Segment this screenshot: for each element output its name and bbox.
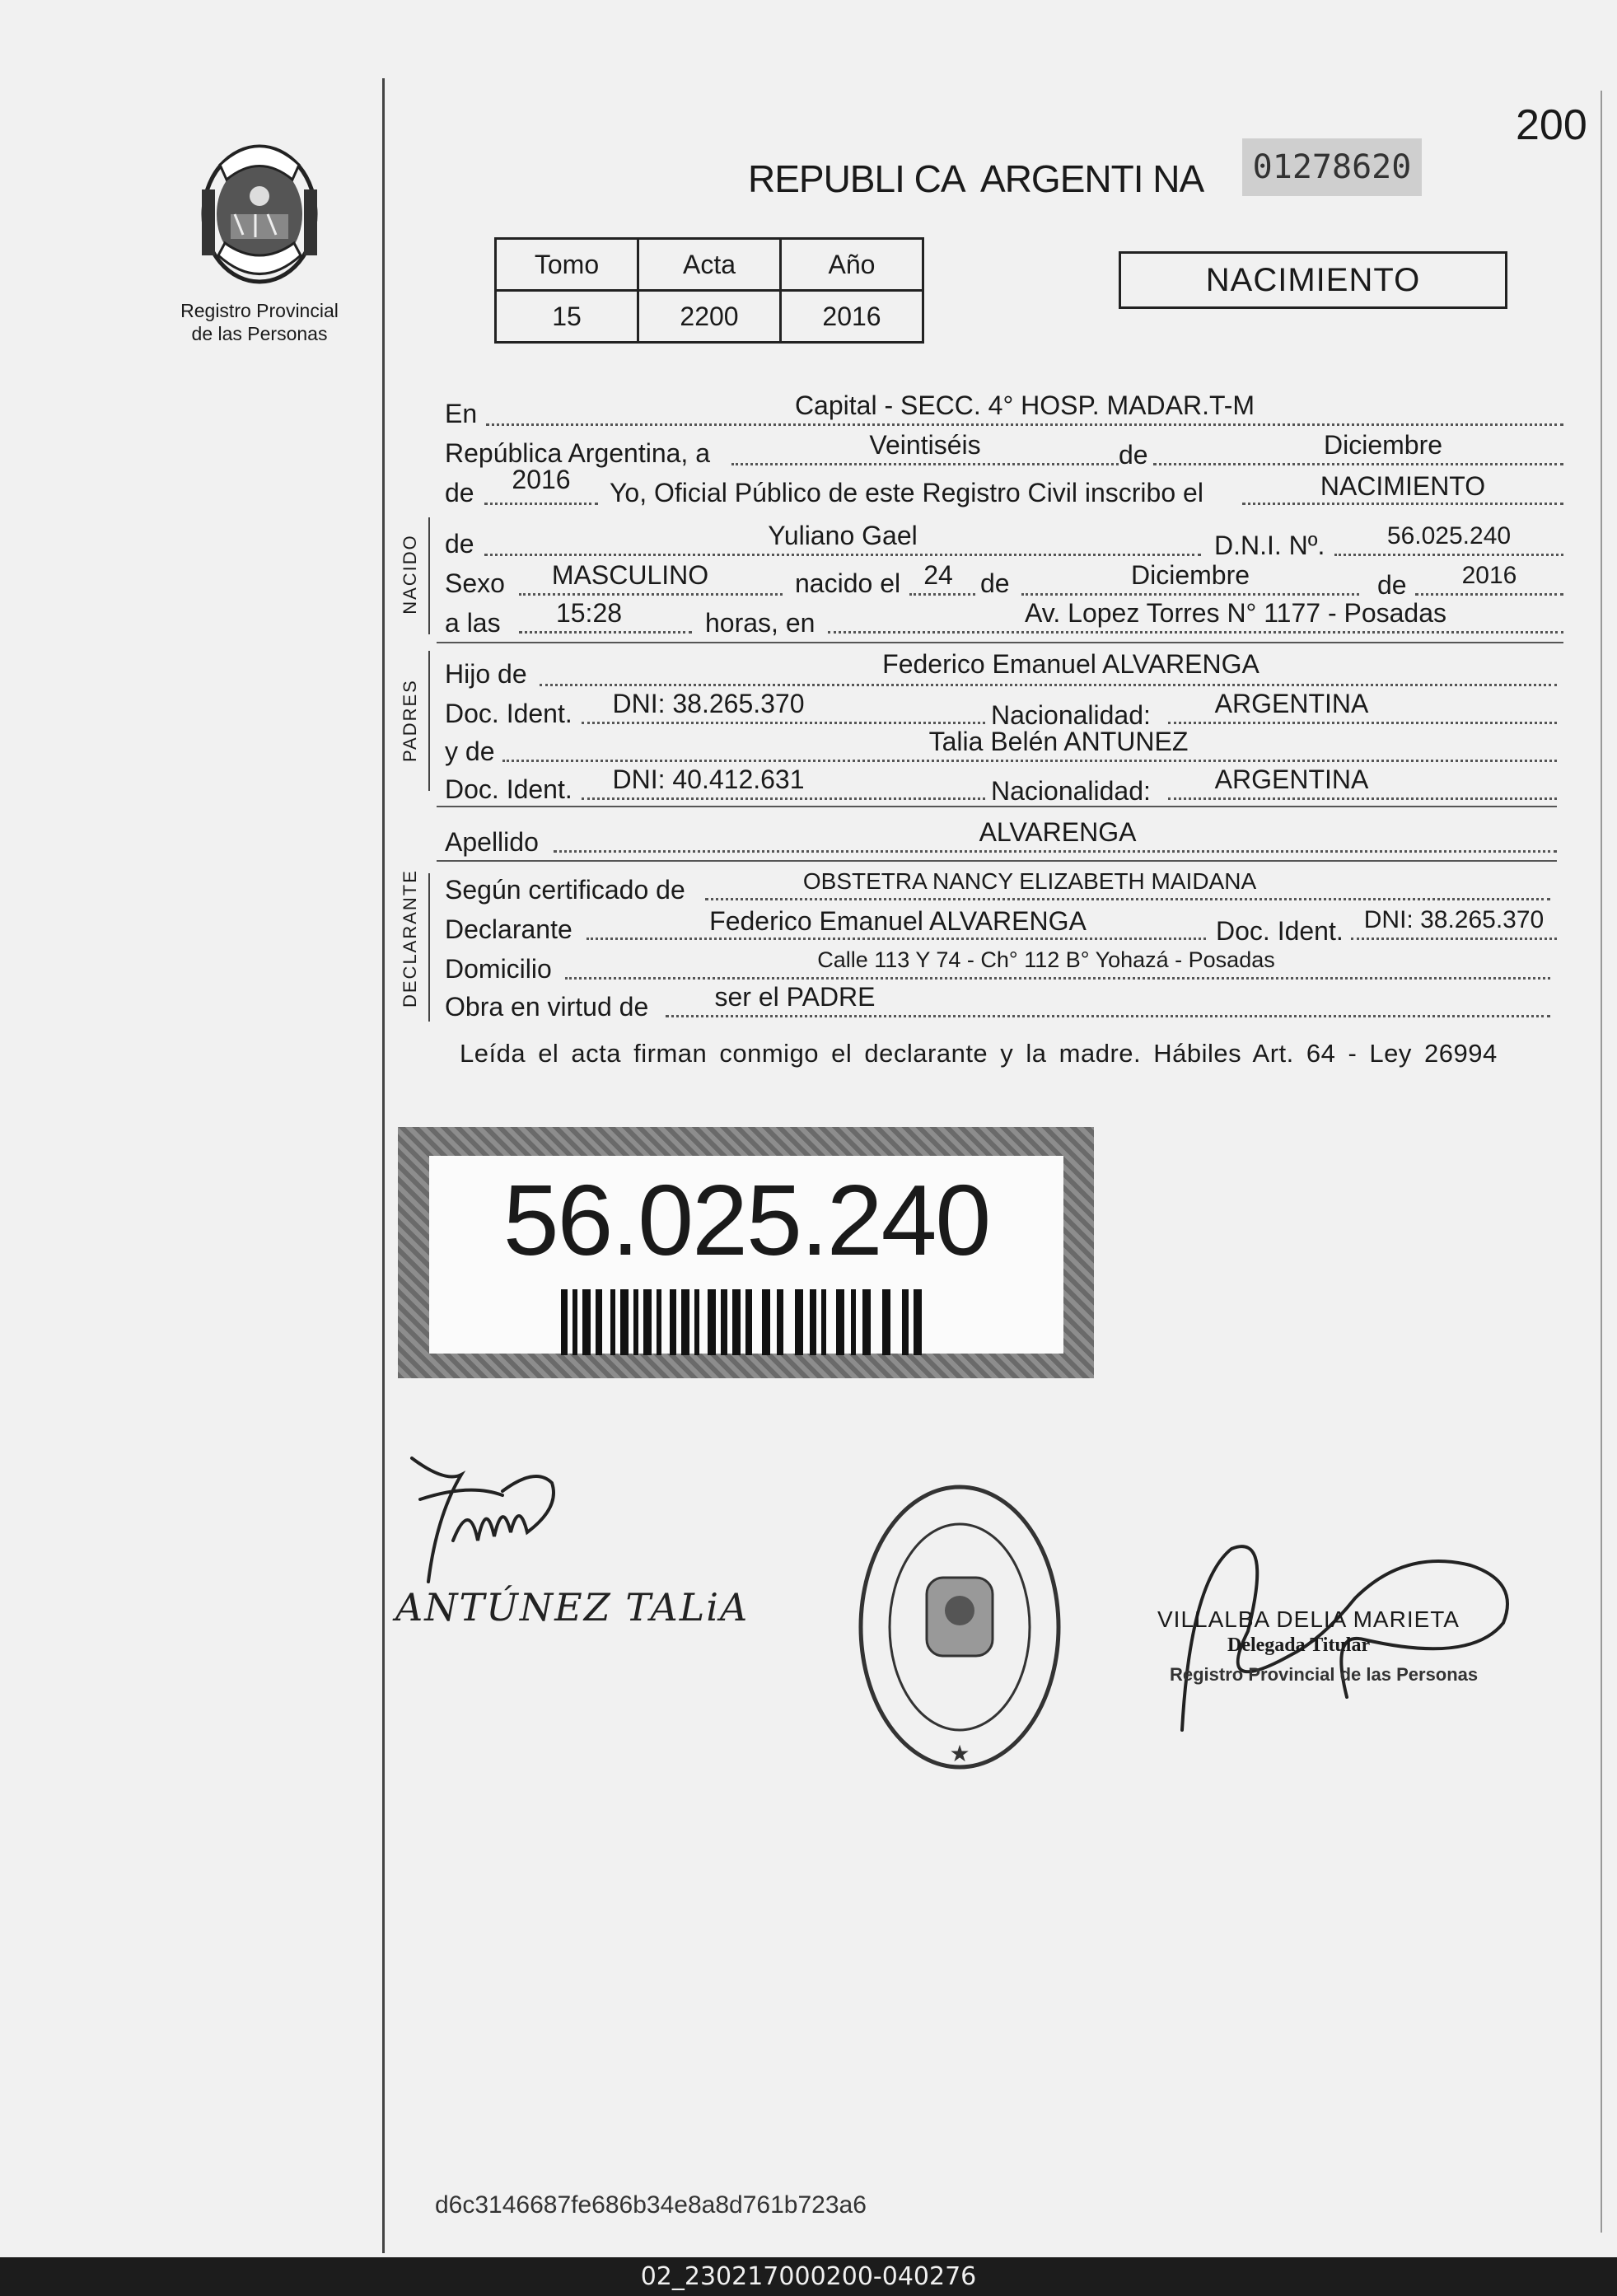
declarante-value: Federico Emanuel ALVARENGA xyxy=(709,906,1087,936)
coat-of-arms-icon xyxy=(185,132,334,297)
footer-file-id: 02_230217000200-040276 xyxy=(0,2257,1617,2296)
madre-doc-value: DNI: 40.412.631 xyxy=(612,765,805,794)
declarante-section-label: DECLARANTE xyxy=(400,869,420,1008)
year-dots xyxy=(484,503,598,505)
name-value: Yuliano Gael xyxy=(768,521,918,550)
madre-signature-text: ANTÚNEZ TALiA xyxy=(395,1585,750,1630)
oficial-text: Yo, Oficial Público de este Registro Civil inscribo el xyxy=(610,478,1203,507)
dni-value: 56.025.240 xyxy=(1386,522,1512,549)
barcode-icon xyxy=(561,1289,932,1355)
padre-nac-label: Nacionalidad: xyxy=(991,700,1151,730)
table-header-acta: Acta xyxy=(638,239,781,291)
day-value: Veintiséis xyxy=(869,430,981,460)
sexo-dots xyxy=(519,593,783,596)
padre-nac-value: ARGENTINA xyxy=(1214,689,1369,718)
lugar-value: Av. Lopez Torres N° 1177 - Posadas xyxy=(1024,598,1447,628)
inscribo-dots xyxy=(1242,503,1563,505)
nac-de-label-2: de xyxy=(980,568,1010,598)
madre-value: Talia Belén ANTUNEZ xyxy=(928,727,1189,756)
en-value: Capital - SECC. 4° HOSP. MADAR.T-M xyxy=(794,390,1255,420)
dni-label: D.N.I. Nº. xyxy=(1214,531,1325,560)
lugar-dots xyxy=(828,631,1563,634)
padres-bracket xyxy=(428,651,430,791)
hijo-de-label: Hijo de xyxy=(445,659,527,689)
table-value-ano: 2016 xyxy=(781,291,923,343)
decl-doc-dots xyxy=(1351,938,1557,940)
apellido-value: ALVARENGA xyxy=(979,817,1137,847)
obra-label: Obra en virtud de xyxy=(445,992,649,1022)
day-dots xyxy=(731,463,1119,465)
declarante-dots xyxy=(587,938,1206,940)
certificado-value: OBSTETRA NANCY ELIZABETH MAIDANA xyxy=(802,868,1257,894)
official-name: VILLALBA DELIA MARIETA xyxy=(1157,1606,1460,1632)
month-value: Diciembre xyxy=(1323,430,1443,460)
domicilio-label: Domicilio xyxy=(445,954,552,984)
logo-caption-line1: Registro Provincial xyxy=(180,300,339,321)
declarante-label: Declarante xyxy=(445,914,572,944)
nac-day-value: 24 xyxy=(923,560,953,590)
madre-nac-label: Nacionalidad: xyxy=(991,776,1151,806)
padre-value: Federico Emanuel ALVARENGA xyxy=(882,649,1259,679)
republica-label: República Argentina, a xyxy=(445,438,710,468)
dni-dots xyxy=(1334,554,1563,556)
year-label: de xyxy=(445,478,474,507)
sexo-label: Sexo xyxy=(445,568,505,598)
nac-de-label-3: de xyxy=(1377,570,1407,600)
declarante-bracket xyxy=(428,873,430,1022)
domicilio-value: Calle 113 Y 74 - Ch° 112 B° Yohazá - Posadas xyxy=(817,947,1275,972)
nac-year-value: 2016 xyxy=(1461,562,1517,589)
madre-nac-value: ARGENTINA xyxy=(1214,765,1369,794)
certificado-dots xyxy=(705,898,1550,900)
table-header-ano: Año xyxy=(781,239,923,291)
y-de-label: y de xyxy=(445,736,495,766)
en-label: En xyxy=(445,399,478,428)
left-margin-line xyxy=(382,78,385,2253)
padre-nac-dots xyxy=(1168,722,1557,724)
logo-caption-line2: de las Personas xyxy=(191,323,328,344)
padre-doc-label: Doc. Ident. xyxy=(445,699,572,728)
padre-doc-dots xyxy=(582,722,985,724)
padres-divider xyxy=(437,806,1557,807)
madre-nac-dots xyxy=(1168,797,1557,800)
hora-dots xyxy=(519,631,692,634)
registry-stamp-icon xyxy=(848,1475,1071,1779)
nac-year-dots xyxy=(1415,593,1563,596)
nac-month-value: Diciembre xyxy=(1130,560,1250,590)
decl-doc-value: DNI: 38.265.370 xyxy=(1363,906,1545,933)
nacido-bracket xyxy=(428,517,430,634)
page-number: 200 xyxy=(1516,101,1587,149)
table-value-tomo: 15 xyxy=(496,291,638,343)
madre-dots xyxy=(502,760,1557,762)
madre-doc-dots xyxy=(582,797,985,800)
padre-dots xyxy=(540,684,1557,686)
dni-barcode-card xyxy=(398,1127,1094,1378)
padre-doc-value: DNI: 38.265.370 xyxy=(612,689,805,718)
svg-text:★: ★ xyxy=(949,1740,970,1767)
serial-number: 01278620 xyxy=(1242,138,1422,196)
inscribo-value: NACIMIENTO xyxy=(1320,471,1486,501)
nac-month-dots xyxy=(1021,593,1359,596)
padre-signature-icon xyxy=(395,1450,577,1590)
decl-doc-label: Doc. Ident. xyxy=(1216,916,1344,946)
registry-table xyxy=(494,237,924,344)
name-dots xyxy=(484,554,1201,556)
sexo-value: MASCULINO xyxy=(551,560,709,590)
en-dots xyxy=(486,423,1563,426)
apellido-label: Apellido xyxy=(445,827,539,857)
record-type-box: NACIMIENTO xyxy=(1119,251,1507,309)
obra-dots xyxy=(666,1015,1550,1017)
document-hash: d6c3146687fe686b34e8a8d761b723a6 xyxy=(435,2191,867,2219)
nacido-de-label: de xyxy=(445,529,474,559)
nac-day-dots xyxy=(909,593,975,596)
month-dots xyxy=(1153,463,1563,465)
year-value: 2016 xyxy=(512,465,571,494)
nacido-el-label: nacido el xyxy=(795,568,901,598)
barcode-panel xyxy=(429,1156,1063,1354)
a-las-label: a las xyxy=(445,608,501,638)
hora-value: 15:28 xyxy=(555,598,623,628)
nacido-divider xyxy=(437,642,1563,643)
domicilio-dots xyxy=(565,977,1550,980)
country-title: REPUBLI CA ARGENTI NA xyxy=(748,157,1204,200)
table-header-tomo: Tomo xyxy=(496,239,638,291)
nacido-section-label: NACIDO xyxy=(400,534,420,615)
apellido-dots xyxy=(554,850,1557,853)
madre-doc-label: Doc. Ident. xyxy=(445,774,572,804)
certificado-label: Según certificado de xyxy=(445,875,685,905)
apellido-divider xyxy=(437,860,1557,862)
horas-en-label: horas, en xyxy=(705,608,816,638)
de-label-1: de xyxy=(1119,440,1148,470)
misiones-coat-of-arms xyxy=(185,132,334,297)
official-org: Registro Provincial de las Personas xyxy=(1170,1664,1479,1685)
closing-text: Leída el acta firman conmigo el declarante y la madre. Hábiles Art. 64 - Ley 26994 xyxy=(460,1039,1498,1068)
obra-value: ser el PADRE xyxy=(714,982,876,1012)
padres-section-label: PADRES xyxy=(400,679,420,762)
table-value-acta: 2200 xyxy=(638,291,781,343)
right-edge-line xyxy=(1601,91,1602,2233)
dni-big-number: 56.025.240 xyxy=(502,1164,990,1276)
official-title: Delegada Titular xyxy=(1227,1634,1371,1656)
